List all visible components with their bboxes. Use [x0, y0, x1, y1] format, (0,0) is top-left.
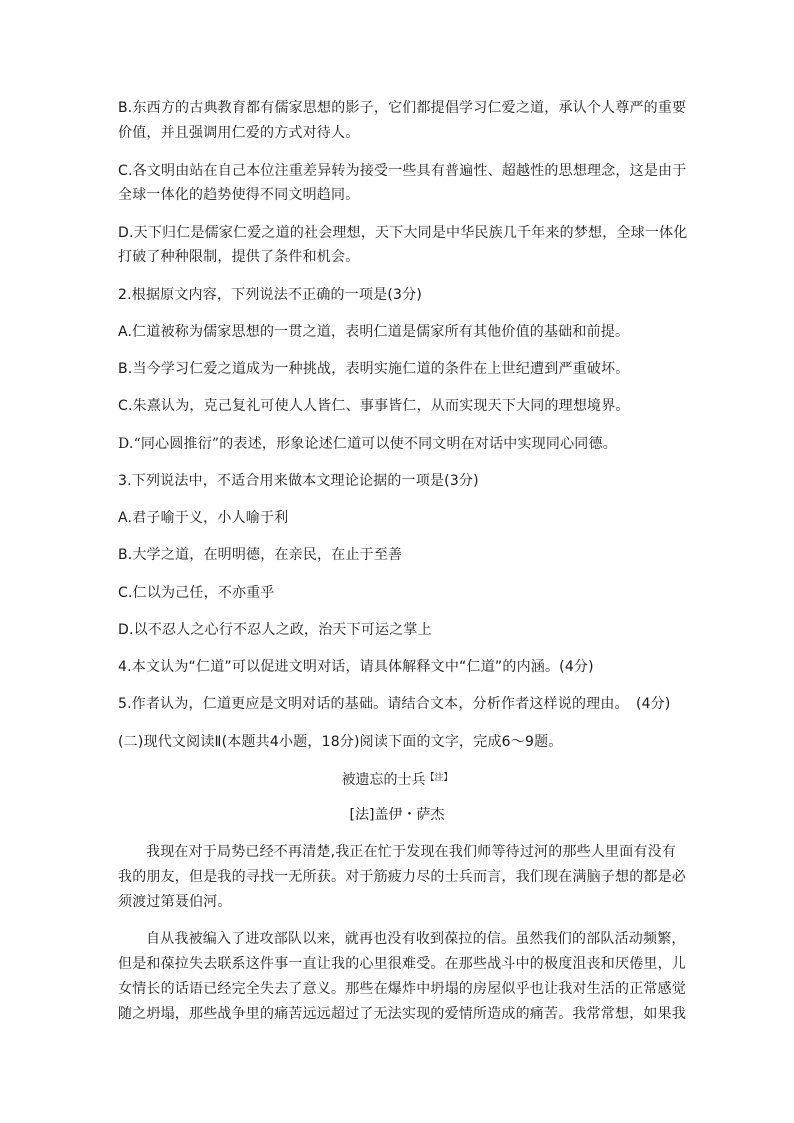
title-note: 【注】 — [425, 773, 453, 783]
option-d-line-1: D.天下归仁是儒家仁爱之道的社会理想，天下大同是中华民族几千年来的梦想，全球一体化 — [118, 225, 688, 241]
body-line-3: 须渡过第聂伯河。 — [118, 894, 232, 910]
option-c-line-2: 全球一体化的趋势使得不同文明趋同。 — [118, 187, 360, 203]
body-line-6: 女情长的话语已经完全失去了意义。那些在爆炸中坍塌的房屋似乎也让我对生活的正常感觉 — [118, 981, 686, 997]
q2-option-c: C.朱熹认为，克己复礼可使人人皆仁、事事皆仁，从而实现天下大同的理想境界。 — [118, 398, 630, 414]
question-5: 5.作者认为，仁道更应是文明对话的基础。请结合文本，分析作者这样说的理由。 (4分) — [118, 696, 671, 712]
q2-option-a: A.仁道被称为儒家思想的一贯之道，表明仁道是儒家所有其他价值的基础和前提。 — [118, 324, 630, 340]
q3-option-d: D.以不忍人之心行不忍人之政，治天下可运之掌上 — [118, 622, 432, 638]
q3-option-a: A.君子喻于义，小人喻于利 — [118, 510, 289, 526]
question-4: 4.本文认为“仁道”可以促进文明对话，请具体解释文中“仁道”的内涵。(4分) — [118, 659, 594, 675]
option-b-line-2: 价值，并且强调用仁爱的方式对待人。 — [118, 125, 360, 141]
question-3: 3.下列说法中，不适合用来做本文理论论据的一项是(3分) — [118, 473, 479, 489]
article-title: 被遗忘的士兵$^{【注】}$ — [341, 772, 453, 788]
body-line-5: 但是和葆拉失去联系这件事一直让我的心里很难受。在那些战斗中的极度沮丧和厌倦里，儿 — [118, 956, 686, 972]
question-2: 2.根据原文内容，下列说法不正确的一项是(3分) — [118, 287, 422, 303]
q3-option-c: C.仁以为己任，不亦重乎 — [118, 585, 275, 601]
option-c-line-1: C.各文明由站在自己本位注重差异转为接受一些具有普遍性、超越性的思想理念，这是由于 — [118, 163, 687, 179]
option-b-line-1: B.东西方的古典教育都有儒家思想的影子，它们都提倡学习仁爱之道，承认个人尊严的重要 — [118, 100, 687, 116]
q2-option-d: D.“同心圆推衍”的表述，形象论述仁道可以使不同文明在对话中实现同心同德。 — [118, 436, 617, 452]
option-d-line-2: 打破了种种限制，提供了条件和机会。 — [118, 249, 360, 265]
q2-option-b: B.当今学习仁爱之道成为一种挑战，表明实施仁道的条件在上世纪遭到严重破坏。 — [118, 361, 630, 377]
section-heading: (二)现代文阅读Ⅱ(本题共4小题，18分)阅读下面的文字，完成6～9题。 — [118, 734, 563, 750]
body-line-7: 随之坍塌，那些战争里的痛苦远远超过了无法实现的爱情所造成的痛苦。我常常想，如果我 — [118, 1006, 686, 1022]
q3-option-b: B.大学之道，在明明德，在亲民，在止于至善 — [118, 547, 403, 563]
body-line-2: 我的朋友，但是我的寻找一无所获。对于筋疲力尽的士兵而言，我们现在满脑子想的都是必 — [118, 869, 686, 885]
body-line-1: 我现在对于局势已经不再清楚,我正在忙于发现在我们师等待过河的那些人里面有没有 — [146, 844, 677, 860]
body-line-4: 自从我被编入了进攻部队以来，就再也没有收到葆拉的信。虽然我们的部队活动频繁， — [146, 931, 686, 947]
article-author: [法]盖伊・萨杰 — [349, 807, 445, 823]
